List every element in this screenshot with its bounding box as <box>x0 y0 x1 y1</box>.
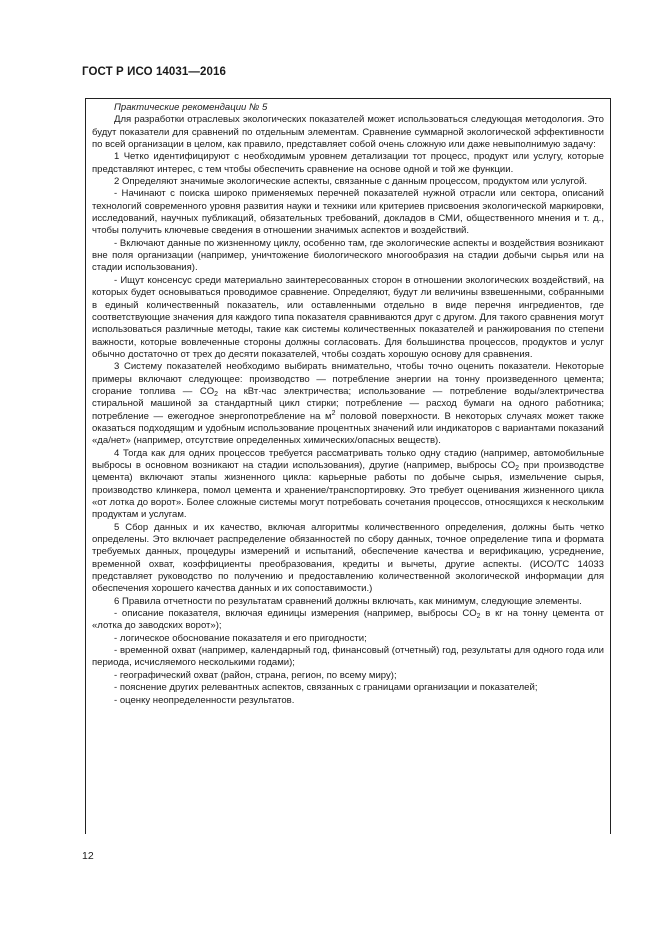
dash-item-uncertainty: - оценку неопределенности результатов. <box>114 694 295 706</box>
step-3-paragraph: 3 Систему показателей необходимо выбирать внимательно, чтобы точно оценить показатели. Некоторые примеры включают следующее: производство — потребление энергии на тонну произведенного цемента; сгорание топлива — $CO_2$ на кВт·час электричества; использование — потребление воды/электричества стиральной машиной за стандартный цикл стирки; потребление — расход бумаги на одного работника; потребление — ежегодное энергопотребление на $м^2$ половой поверхности. В некоторых случаях может также оказаться подходящим и удобным использование процентных значений или индикаторов с вариантами показаний «да/нет» (например, отсутствие определенных химических/опасных веществ). <box>92 361 604 447</box>
step-4-paragraph: 4 Тогда как для одних процессов требуется рассматривать только одну стадию (например, автомобильные выбросы в основном возникают на стадии использования), другие (например, выбросы $CO_2$ при производстве цемента) включают этапы жизненного цикла: карьерные работы по добыче сырья, измельчение сырья, производство клинкера, помол цемента и хранение/транспортировку. Это требует оценивания жизненного цикла «от лотка до ворот». Более сложные системы могут потребовать сочетания процессов, относящихся к нескольким продуктам и услугам. <box>92 447 605 521</box>
page-number: 12 <box>82 850 94 862</box>
dash-item-indicator-search: - Начинают с поиска широко применяемых перечней показателей нужной отрасли или сектора, описаний технологий современного уровня развития науки и техники или критериев присвоения экологической маркировки, исследований, научных публикаций, обязательных требований, докладов в СМИ, общественного мнения и т. д., чтобы получить ключевые сведения в отношении значимых аспектов и воздействий. <box>92 188 604 237</box>
step-5-paragraph: 5 Сбор данных и их качество, включая алгоритмы количественного определения, должны быть четко определены. Это включает распределение обязанностей по сбору данных, точное определение типа и формата требуемых данных, процедуры измерений и испытаний, обеспечение качества и верификацию, усреднение, временной охват, коэффициенты преобразования, кредиты и вычеты, другие аспекты. (ИСО/ТС 14033 представляет руководство по получению и предоставлению количественной экологической информации для обеспечения хорошего качества данных и их сопоставимости.) <box>92 521 604 595</box>
dash-item-indicator-description: - описание показателя, включая единицы измерения (например, выбросы $CO_2$ в кг на тонну цемента от «лотка до заводских ворот»); <box>92 608 604 632</box>
step-2-paragraph: 2 Определяют значимые экологические аспекты, связанные с данным процессом, продуктом или услугой. <box>114 176 588 188</box>
dash-item-rationale: - логическое обоснование показателя и его пригодности; <box>114 632 367 644</box>
document-code-header: ГОСТ Р ИСО 14031—2016 <box>82 66 227 78</box>
dash-item-boundaries: - пояснение других релевантных аспектов, связанных с границами организации и показателей; <box>114 682 538 694</box>
dash-item-consensus: - Ищут консенсус среди материально заинтересованных сторон в отношении экологических воздействий, на которых будет основываться проводимое сравнение. Определяют, будут ли величины взвешенными, собранными в единый количественный показатель, или оставленными отдельно в виде перечня ингредиентов, где соответствующие значения для каждого типа показателя сравниваются друг с другом. Для такого сравнения могут использоваться различные методы, такие как системы количественных показателей и ранжирования по степени важности, которые вовлеченные стороны должны согласовать. Для большинства процессов, продуктов и услуг обычно достаточно от трех до десяти показателей, чтобы создать хорошую основу для сравнения. <box>92 274 604 360</box>
practical-recommendations-box <box>85 98 611 834</box>
box-title: Практические рекомендации № 5 <box>114 102 268 113</box>
dash-item-time-coverage: - временной охват (например, календарный год, финансовый (отчетный) год, результаты для одного года или периода, исчисляемого несколькими годами); <box>92 645 604 669</box>
box-content <box>92 102 604 707</box>
dash-item-life-cycle: - Включают данные по жизненному циклу, особенно там, где экологические аспекты и воздействия возникают вне поля организации (например, уничтожение биологического многообразия на стадии добычи сырья или на стадии использования). <box>92 237 604 274</box>
step-6-paragraph: 6 Правила отчетности по результатам сравнений должны включать, как минимум, следующие элементы. <box>114 595 582 607</box>
step-1-paragraph: 1 Четко идентифицируют с необходимым уровнем детализации тот процесс, продукт или услугу, которые представляют интерес, с тем чтобы обеспечить сравнение на основе одной и той же функции. <box>92 151 604 175</box>
dash-item-geographic-coverage: - географический охват (район, страна, регион, по всему миру); <box>114 669 397 681</box>
intro-paragraph: Для разработки отраслевых экологических показателей может использоваться следующая методология. Это будут показатели для сравнений по отдельным элементам. Сравнение суммарной экологической эффективности по всей организации в целом, как правило, представляет собой очень сложную или даже невыполнимую задачу: <box>92 114 604 151</box>
